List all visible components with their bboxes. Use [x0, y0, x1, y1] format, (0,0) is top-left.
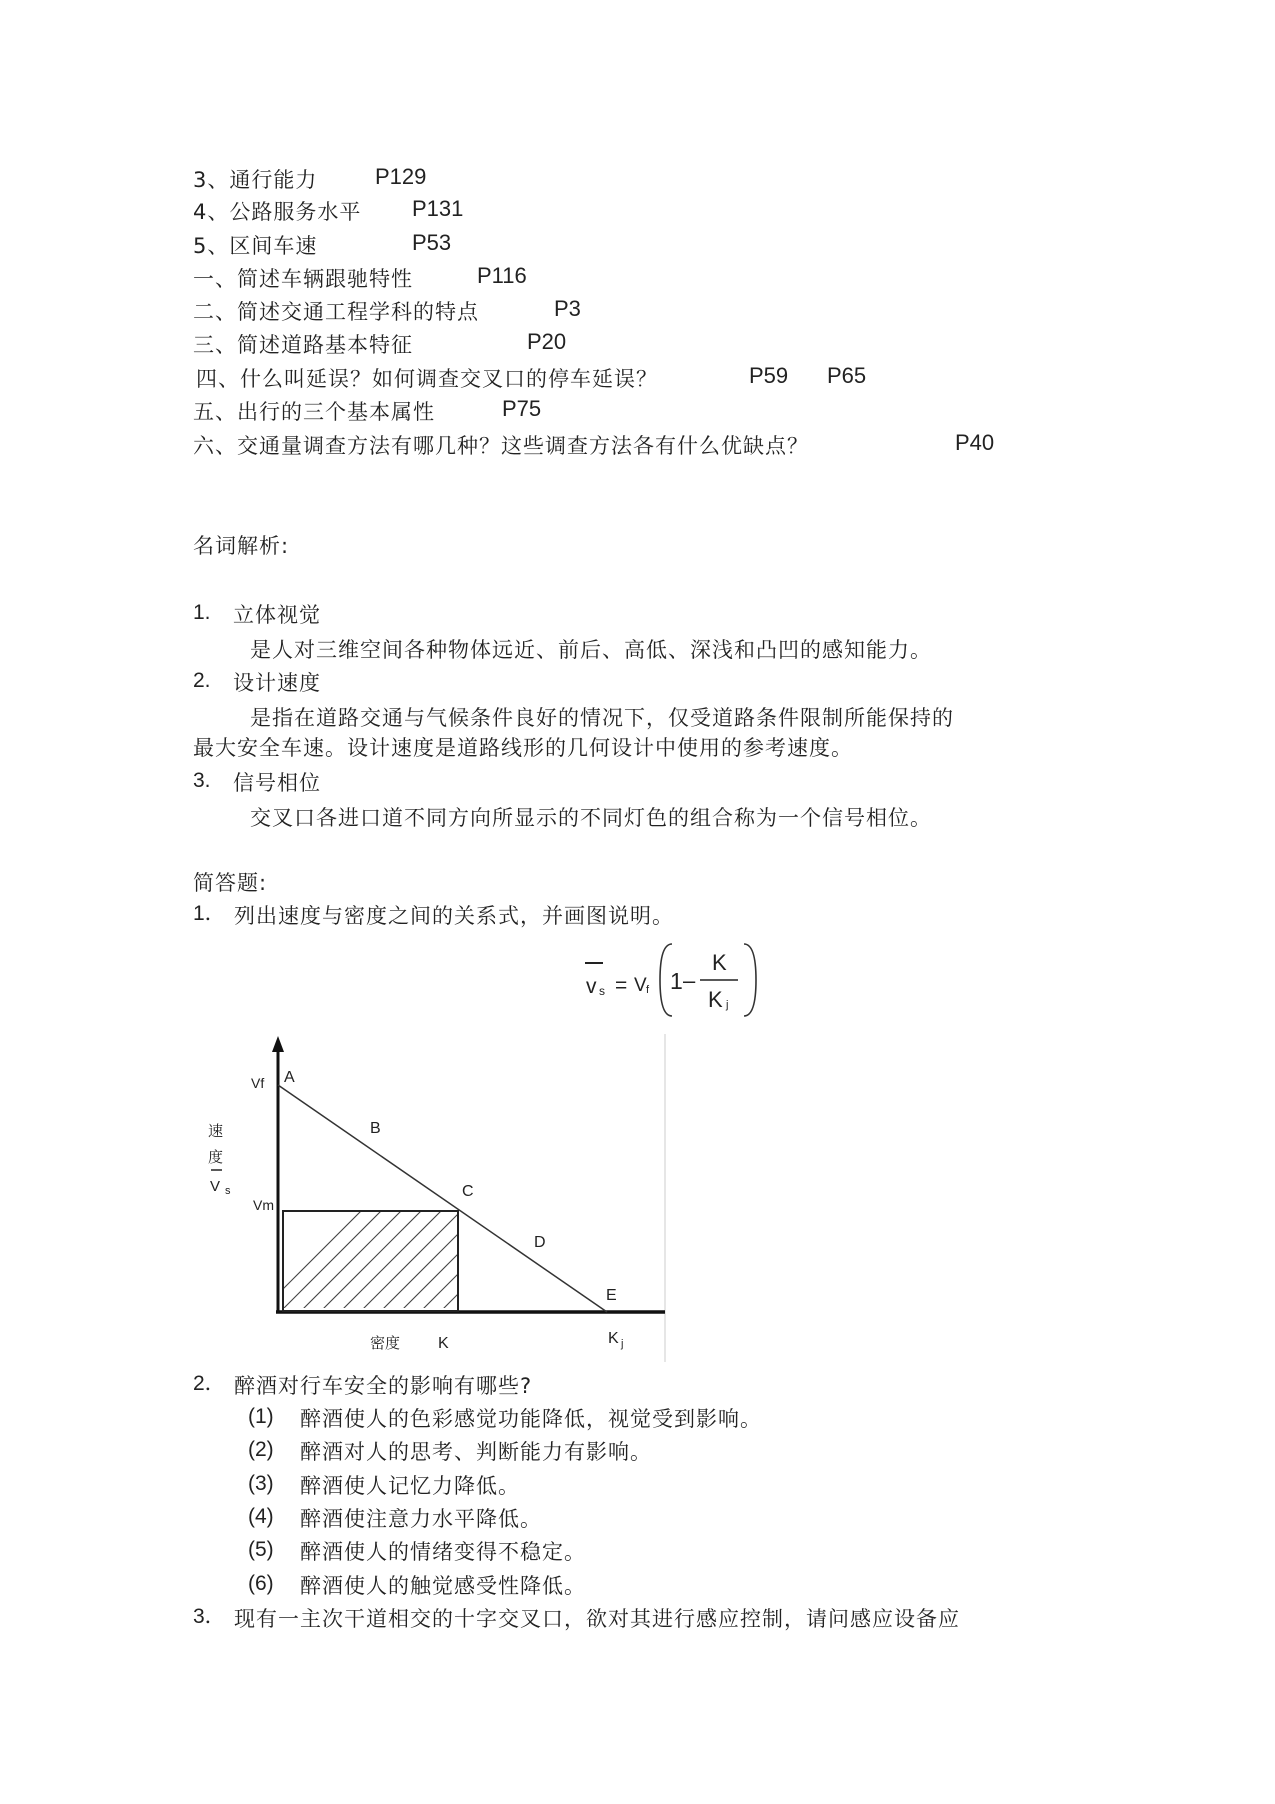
y-axis-label-char: 度: [208, 1149, 224, 1166]
formula-denominator: K: [708, 987, 723, 1012]
term-definition: 交叉口各进口道不同方向所显示的不同灯色的组合称为一个信号相位。: [250, 806, 932, 830]
formula-minus: –: [683, 968, 696, 993]
term-number: 1.: [193, 601, 211, 624]
x-axis-symbol: K: [438, 1335, 449, 1352]
formula-vf-sub: f: [646, 984, 650, 996]
point-e-label: E: [606, 1287, 617, 1304]
speed-density-diagram: [190, 1030, 690, 1370]
question-number: 2．: [193, 1372, 226, 1395]
speed-density-line: [278, 1085, 607, 1312]
index-item-label: 5、区间车速: [193, 234, 318, 258]
question-number: 3．: [193, 1605, 226, 1628]
question-text: 现有一主次干道相交的十字交叉口，欲对其进行感应控制，请问感应设备应: [234, 1607, 960, 1631]
y-axis-symbol: V: [210, 1178, 221, 1195]
kj-label: K: [608, 1330, 619, 1347]
term-title: 设计速度: [233, 671, 321, 695]
formula-lhs-sub: s: [599, 984, 605, 998]
list-item-number: (5): [248, 1538, 274, 1561]
term-number: 3.: [193, 769, 211, 792]
list-item-text: 醉酒使人的触觉感受性降低。: [300, 1574, 586, 1598]
point-c-label: C: [462, 1183, 474, 1200]
list-item-number: (3): [248, 1472, 274, 1495]
term-definition: 是人对三维空间各种物体远近、前后、高低、深浅和凸凹的感知能力。: [250, 638, 932, 662]
list-item-text: 醉酒使注意力水平降低。: [300, 1507, 542, 1531]
list-item-number: (6): [248, 1572, 274, 1595]
question-text: 列出速度与密度之间的关系式，并画图说明。: [234, 904, 674, 928]
formula-lhs: v: [586, 975, 597, 998]
index-item-label: 六、交通量调查方法有哪几种？这些调查方法各有什么优缺点？: [193, 434, 809, 458]
kj-label-sub: j: [621, 1338, 624, 1350]
index-item-page: P59: [749, 363, 789, 388]
x-axis-label: 密度: [370, 1335, 401, 1352]
index-item-page: P131: [412, 196, 464, 221]
formula-vf: V: [634, 975, 647, 996]
speed-density-formula: v s = V f 1 – K K j: [580, 940, 760, 1020]
index-item-page: P129: [375, 164, 427, 189]
point-b-label: B: [370, 1120, 381, 1137]
point-a-label: A: [284, 1069, 295, 1086]
formula-numerator: K: [712, 950, 727, 975]
index-item-label: 四、什么叫延误？如何调查交叉口的停车延误？: [196, 367, 658, 391]
index-item-page: P65: [827, 363, 867, 388]
question-number: 1．: [193, 902, 226, 925]
index-item-page: P3: [554, 296, 581, 321]
list-item-text: 醉酒使人的色彩感觉功能降低，视觉受到影响。: [300, 1407, 762, 1431]
vf-label: Vf: [251, 1075, 265, 1091]
index-item-page: P75: [502, 396, 542, 421]
list-item-number: (1): [248, 1405, 274, 1428]
list-item-number: (2): [248, 1438, 274, 1461]
index-item-label: 一、简述车辆跟驰特性: [193, 267, 413, 291]
index-item-label: 3、通行能力: [193, 168, 318, 192]
index-item-page: P116: [477, 263, 527, 288]
index-item-label: 4、公路服务水平: [193, 200, 362, 224]
terms-heading: 名词解析:: [193, 534, 290, 558]
term-title: 信号相位: [233, 771, 321, 795]
term-title: 立体视觉: [233, 603, 321, 627]
y-axis-arrow: [272, 1036, 284, 1052]
term-definition: 最大安全车速。设计速度是道路线形的几何设计中使用的参考速度。: [193, 736, 853, 760]
list-item-text: 醉酒使人的情绪变得不稳定。: [300, 1540, 586, 1564]
list-item-text: 醉酒对人的思考、判断能力有影响。: [300, 1440, 652, 1464]
vm-label: Vm: [253, 1197, 274, 1213]
index-item-page: P53: [412, 230, 452, 255]
question-text: 醉酒对行车安全的影响有哪些?: [234, 1374, 533, 1398]
index-item-page: P40: [955, 430, 995, 455]
formula-one: 1: [670, 968, 683, 994]
y-axis-symbol-sub: s: [225, 1185, 231, 1197]
index-item-page: P20: [527, 329, 567, 354]
term-number: 2.: [193, 669, 211, 692]
index-item-label: 五、出行的三个基本属性: [193, 400, 435, 424]
term-definition: 是指在道路交通与气候条件良好的情况下，仅受道路条件限制所能保持的: [250, 706, 954, 730]
list-item-text: 醉酒使人记忆力降低。: [300, 1474, 520, 1498]
list-item-number: (4): [248, 1505, 274, 1528]
formula-denominator-sub: j: [726, 999, 729, 1011]
index-item-label: 二、简述交通工程学科的特点: [193, 300, 479, 324]
short-answer-heading: 简答题:: [193, 871, 268, 895]
y-axis-label-char: 速: [208, 1123, 224, 1140]
point-d-label: D: [534, 1234, 546, 1251]
index-item-label: 三、简述道路基本特征: [193, 333, 413, 357]
